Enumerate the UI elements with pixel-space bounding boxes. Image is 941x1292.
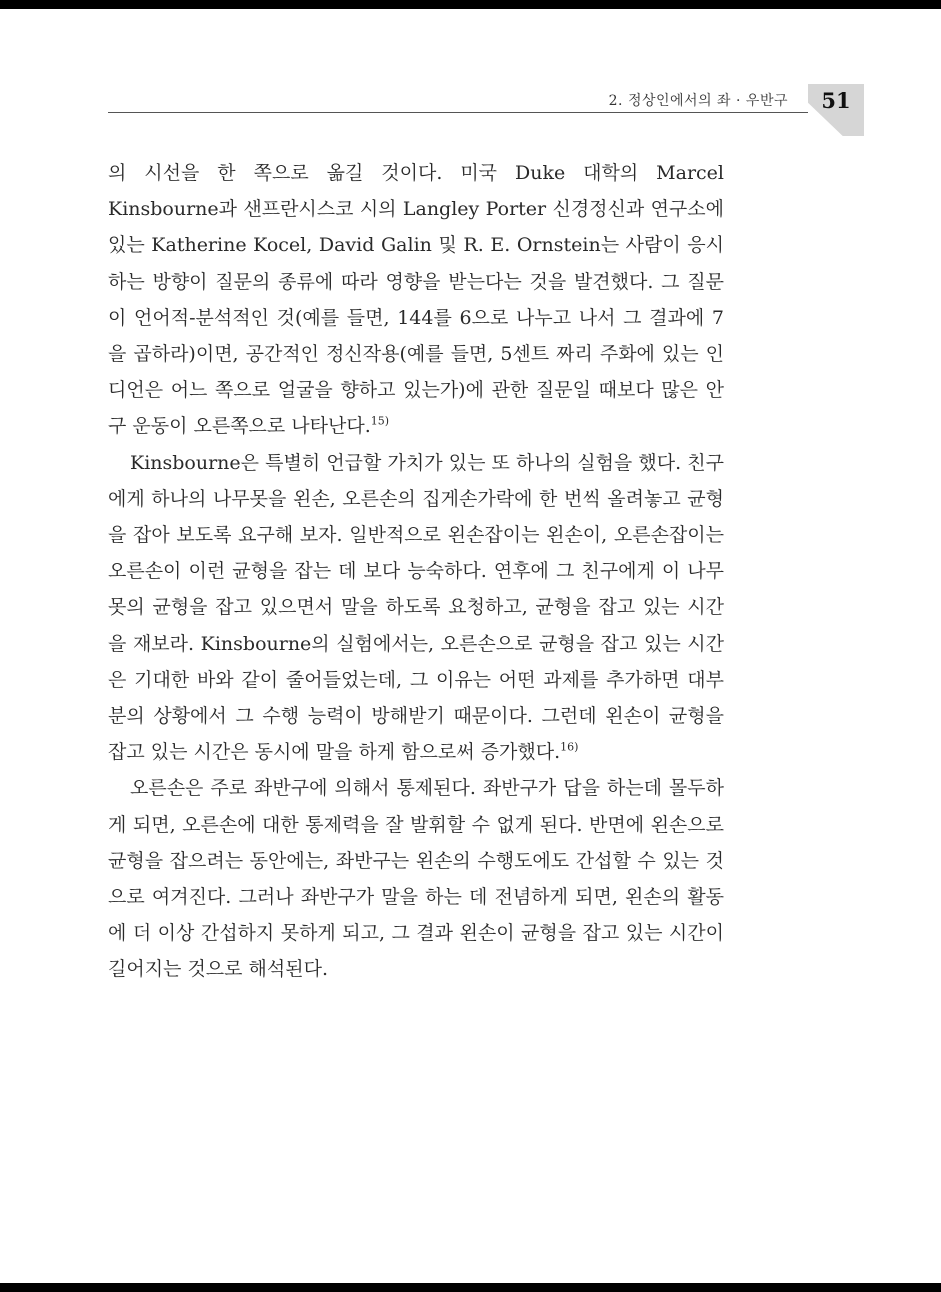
paragraph-3-text: 오른손은 주로 좌반구에 의해서 통제된다. 좌반구가 답을 하는데 몰두하게 되면, 오른손에 대한 통제력을 잘 발휘할 수 없게 된다. 반면에 왼손으로 균형을 잡으려는 동안에는, 좌반구는 왼손의 수행도에도 간섭할 수 있는 것으로 여겨진다. 그러나 좌반구가 말을 하는 데 전념하게 되면, 왼손의 활동에 더 이상 간섭하지 못하게 되고, 그 결과 왼손이 균형을 잡고 있는 시간이 길어지는 것으로 해석된다. [108, 777, 724, 981]
paragraph-2-text: Kinsbourne은 특별히 언급할 가치가 있는 또 하나의 실험을 했다. 친구에게 하나의 나무못을 왼손, 오른손의 집게손가락에 한 번씩 올려놓고 균형을 잡아 보도록 요구해 보자. 일반적으로 왼손잡이는 왼손이, 오른손잡이는 오른손이 이런 균형을 잡는 데 보다 능숙하다. 연후에 그 친구에게 이 나무못의 균형을 잡고 있으면서 말을 하도록 요청하고, 균형을 잡고 있는 시간을 재보라. Kinsbourne의 실험에서는, 오른손으로 균형을 잡고 있는 시간은 기대한 바와 같이 줄어들었는데, 그 이유는 어떤 과제를 추가하면 대부분의 상황에서 그 수행 능력이 방해받기 때문이다. 그런데 왼손이 균형을 잡고 있는 시간은 동시에 말을 하게 함으로써 증가했다. [108, 451, 724, 764]
top-border [0, 0, 941, 9]
paragraph-1 [108, 155, 724, 445]
footnote-ref-15: 15) [370, 415, 390, 429]
running-head: 2. 정상인에서의 좌 · 우반구 [608, 93, 788, 109]
bottom-border [0, 1283, 941, 1292]
body-text [108, 155, 724, 988]
paragraph-2 [108, 445, 724, 771]
footnote-ref-16: 16) [560, 740, 579, 754]
paragraph-3 [108, 770, 724, 987]
page-number: 51 [821, 88, 851, 113]
header-rule [108, 112, 808, 113]
paragraph-1-text: 의 시선을 한 쪽으로 옮길 것이다. 미국 Duke 대학의 Marcel Kinsbourne과 샌프란시스코 시의 Langley Porter 신경정신과 연구소에 있는 Katherine Kocel, David Galin 및 R. E. Ornstein는 사람이 응시하는 방향이 질문의 종류에 따라 영향을 받는다는 것을 발견했다. 그 질문이 언어적-분석적인 것(예를 들면, 144를 6으로 나누고 나서 그 결과에 7을 곱하라)이면, 공간적인 정신작용(예를 들면, 5센트 짜리 주화에 있는 인디언은 어느 쪽으로 얼굴을 향하고 있는가)에 관한 질문일 때보다 많은 안구 운동이 오른쪽으로 나타난다. [108, 162, 724, 438]
